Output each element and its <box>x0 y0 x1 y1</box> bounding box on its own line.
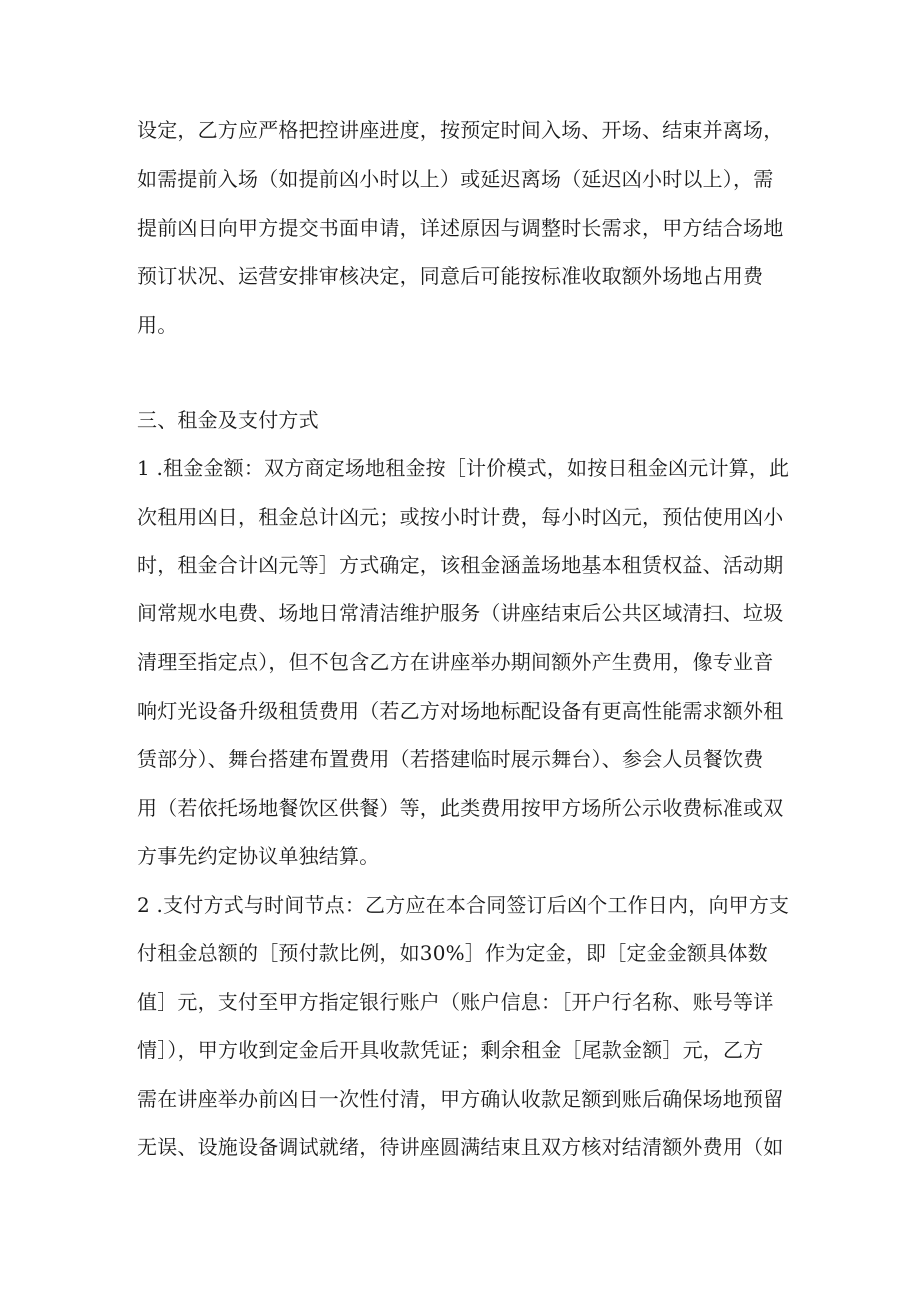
text-line: 需在讲座举办前凶日一次性付清，甲方确认收款足额到账后确保场地预留 <box>137 1087 784 1111</box>
text-line: 方事先约定协议单独结算。 <box>137 844 380 868</box>
text-line: 2 .支付方式与时间节点：乙方应在本合同签订后凶个工作日内，向甲方支 <box>137 893 790 917</box>
text-line: 响灯光设备升级租赁费用（若乙方对场地标配设备有更高性能需求额外租 <box>137 699 784 723</box>
text-line: 用。 <box>137 313 178 337</box>
text-line: 清理至指定点），但不包含乙方在讲座举办期间额外产生费用，像专业音 <box>137 650 774 674</box>
text-line: 次租用凶日，租金总计凶元；或按小时计费，每小时凶元，预估使用凶小 <box>137 505 784 529</box>
text-line: 赁部分）、舞台搭建布置费用（若搭建临时展示舞台）、参会人员餐饮费 <box>137 747 764 771</box>
text-line: 预订状况、运营安排审核决定，同意后可能按标准收取额外场地占用费 <box>137 264 764 288</box>
text-line: 如需提前入场（如提前凶小时以上）或延迟离场（延迟凶小时以上），需 <box>137 167 774 191</box>
text-line: 情］），甲方收到定金后开具收款凭证；剩余租金［尾款金额］元，乙方 <box>137 1038 764 1062</box>
text-line: 间常规水电费、场地日常清洁维护服务（讲座结束后公共区域清扫、垃圾 <box>137 601 784 625</box>
text-line: 时，租金合计凶元等］方式确定，该租金涵盖场地基本租赁权益、活动期 <box>137 553 784 577</box>
text-line: 用（若依托场地餐饮区供餐）等，此类费用按甲方场所公示收费标准或双 <box>137 796 784 820</box>
text-line: 无误、设施设备调试就绪，待讲座圆满结束且双方核对结清额外费用（如 <box>137 1135 784 1159</box>
text-line: 付租金总额的［预付款比例，如30%］作为定金，即［定金金额具体数 <box>137 941 768 965</box>
text-line: 值］元，支付至甲方指定银行账户（账户信息：［开户行名称、账号等详 <box>137 990 774 1014</box>
section-heading: 三、租金及支付方式 <box>137 408 319 432</box>
text-line: 1 .租金金额：双方商定场地租金按［计价模式，如按日租金凶元计算，此 <box>137 456 790 480</box>
text-line: 提前凶日向甲方提交书面申请，详述原因与调整时长需求，甲方结合场地 <box>137 216 784 240</box>
text-line: 设定，乙方应严格把控讲座进度，按预定时间入场、开场、结束并离场， <box>137 118 784 142</box>
